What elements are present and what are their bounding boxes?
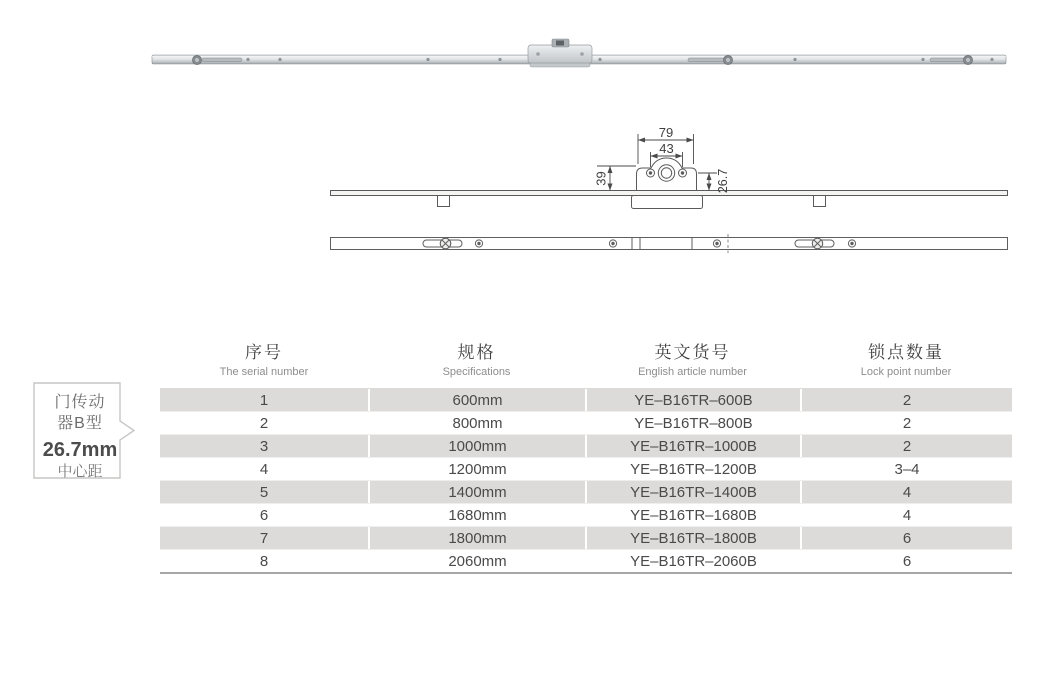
cell-lockpoints: 2 (800, 435, 1012, 457)
cell-serial: 1 (259, 391, 269, 409)
product-name-line2: 器B型 (57, 415, 103, 432)
table-row (160, 434, 1012, 457)
dim-267-label: 26.7 (716, 168, 730, 194)
drive-pin-left (440, 238, 450, 248)
cell-spec: 1400mm (368, 481, 585, 503)
front-elevation-drawing (325, 118, 1020, 220)
cell-serial: 6 (259, 506, 269, 524)
bar-profile (331, 191, 1008, 196)
cell-article: YE–B16TR–1680B (585, 504, 800, 526)
cell-article: YE–B16TR–2060B (585, 550, 800, 572)
dim-39-label: 39 (593, 171, 609, 186)
header-article-en: English article number (638, 366, 747, 378)
cell-lockpoints: 2 (800, 389, 1012, 411)
header-spec-zh: 规格 (457, 343, 496, 362)
cell-serial: 7 (259, 529, 269, 547)
cell-article: YE–B16TR–1800B (585, 527, 800, 549)
product-photo-drawing (140, 32, 1020, 76)
cell-spec: 2060mm (368, 550, 585, 572)
cell-lockpoints: 3–4 (800, 458, 1012, 480)
table-row (160, 411, 1012, 434)
header-lockpoints-en: Lock point number (860, 366, 952, 378)
cell-spec: 1200mm (368, 458, 585, 480)
table-body (160, 388, 1012, 574)
cell-lockpoints: 4 (800, 504, 1012, 526)
table-row (160, 549, 1012, 572)
header-spec-en: Specifications (442, 366, 511, 378)
table-row (160, 503, 1012, 526)
bubble-text (36, 392, 124, 481)
cell-lockpoints: 6 (800, 527, 1012, 549)
bar-plan (331, 238, 1008, 250)
cell-article: YE–B16TR–1200B (585, 458, 800, 480)
table-row (160, 480, 1012, 503)
cell-spec: 1000mm (368, 435, 585, 457)
header-lockpoints (800, 341, 1012, 388)
cell-spec: 800mm (368, 412, 585, 434)
cell-article: YE–B16TR–1400B (585, 481, 800, 503)
cell-spec: 1800mm (368, 527, 585, 549)
header-spec (368, 341, 585, 388)
table-row (160, 526, 1012, 549)
header-lockpoints-zh: 锁点数量 (868, 343, 944, 362)
header-article (585, 341, 800, 388)
gear-box-outline (632, 158, 703, 209)
cell-serial: 5 (259, 483, 269, 501)
dim-43-label: 43 (659, 141, 674, 156)
spec-table (160, 341, 1012, 574)
dim-79-label: 79 (658, 125, 674, 140)
plan-view-drawing (325, 228, 1020, 260)
header-serial-zh: 序号 (245, 343, 283, 362)
clip-left (438, 196, 450, 207)
cell-serial: 4 (259, 460, 269, 478)
cell-serial: 3 (259, 437, 269, 455)
header-serial (160, 341, 368, 388)
cell-lockpoints: 2 (800, 412, 1012, 434)
cell-article: YE–B16TR–1000B (585, 435, 800, 457)
clip-right (814, 196, 826, 207)
cell-article: YE–B16TR–800B (585, 412, 800, 434)
cell-spec: 600mm (368, 389, 585, 411)
table-header-row (160, 341, 1012, 388)
cell-serial: 8 (259, 552, 269, 570)
cell-serial: 2 (259, 414, 269, 432)
cell-lockpoints: 4 (800, 481, 1012, 503)
center-distance-value: 26.7mm (42, 439, 118, 461)
drive-pin-right (812, 238, 822, 248)
table-row (160, 389, 1012, 411)
center-distance-label: 中心距 (57, 463, 103, 480)
header-article-zh: 英文货号 (654, 343, 731, 362)
cell-article: YE–B16TR–600B (585, 389, 800, 411)
header-serial-en: The serial number (219, 366, 309, 378)
cell-lockpoints: 6 (800, 550, 1012, 572)
product-name-line1: 门传动 (54, 394, 106, 411)
gear-box (528, 39, 592, 67)
cell-spec: 1680mm (368, 504, 585, 526)
table-row (160, 457, 1012, 480)
